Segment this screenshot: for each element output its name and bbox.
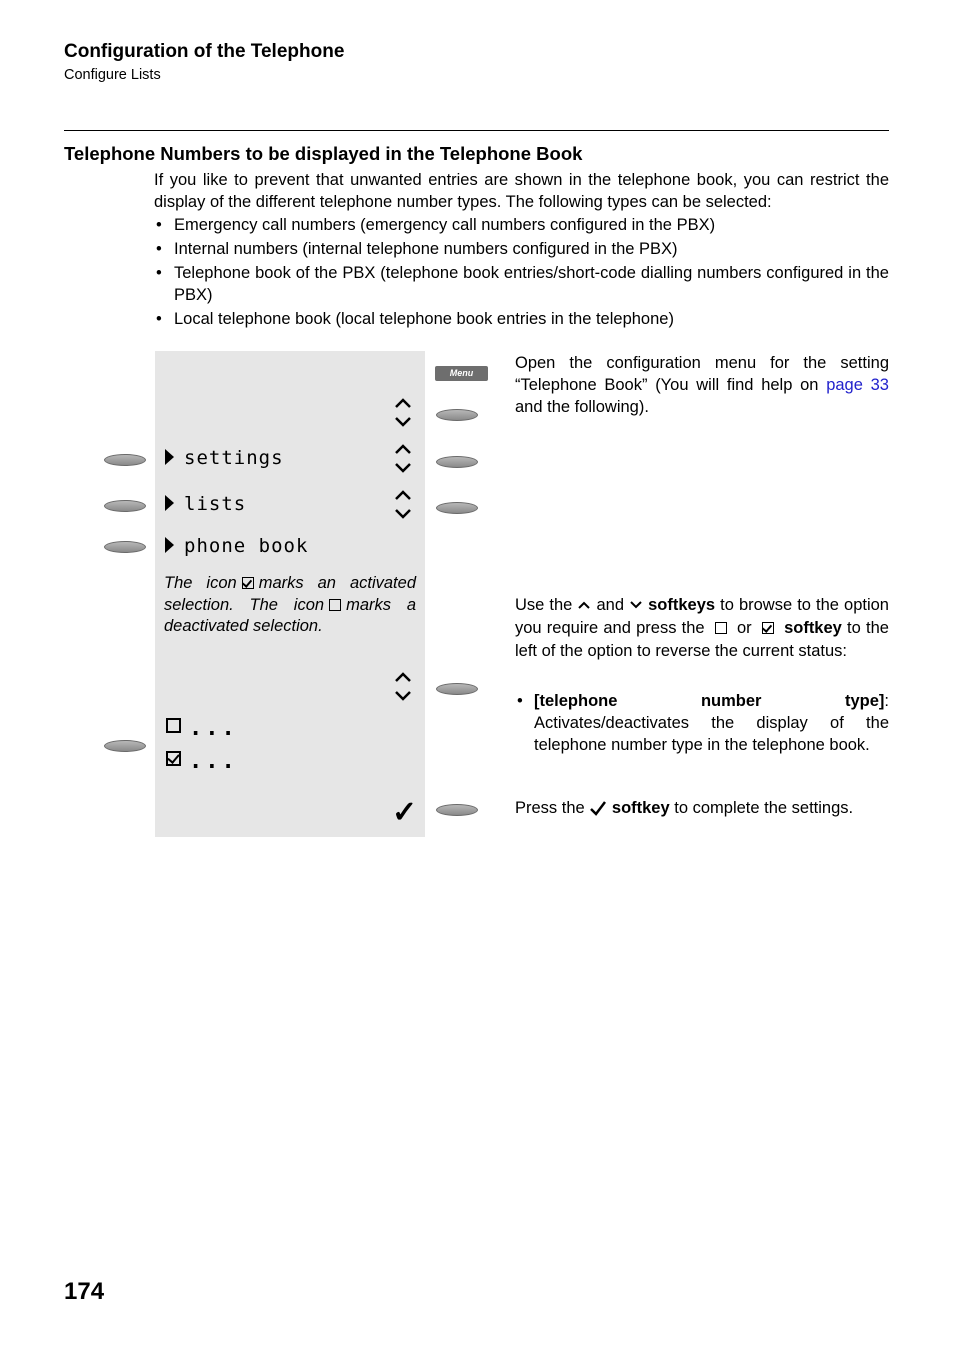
left-softkey[interactable] [104,541,146,553]
right-softkey[interactable] [436,683,478,695]
section-title: Telephone Numbers to be displayed in the Telephone Book [64,143,583,164]
step-browse-options [515,594,889,663]
menu-row-label: lists [184,493,247,515]
checkmark-icon [589,800,607,816]
header-divider [64,130,889,131]
note-text: marks an activated selection. [164,574,416,614]
menu-row-lists [165,493,246,515]
unchecked-box-icon [166,718,181,733]
step-text: : Activates/deactivates the display of the telephone number type in the telephone book. [534,692,889,754]
up-down-arrows-icon [393,396,415,430]
checkmark-icon: ✓ [392,796,418,829]
left-softkey[interactable] [104,500,146,512]
step-text: to the left of the option to reverse the current status: [515,619,889,660]
right-softkey[interactable] [436,804,478,816]
up-down-arrows-icon [393,442,415,476]
menu-key[interactable]: Menu [435,366,488,381]
step-text: and [596,596,624,614]
step-text-bold: softkey [784,619,842,637]
note-text: The icon [164,574,237,592]
left-softkey[interactable] [104,454,146,466]
list-item: • Emergency call numbers (emergency call numbers configured in the PBX) [154,214,889,236]
arrow-right-icon [165,537,174,553]
step-text: to browse to the option you require and press the [515,596,889,637]
intro-paragraph: If you like to prevent that unwanted entries are shown in the telephone book, you can restrict the display of the different telephone number types. The following types can be selected: [154,171,889,211]
checked-box-icon [166,751,181,766]
unchecked-box-icon [715,622,727,634]
list-item: • Telephone book of the PBX (telephone book entries/short-code dialling numbers configured in the PBX) [154,262,889,306]
option-ellipsis: ... [189,749,238,774]
step-open-menu [515,352,889,418]
note-text: The icon [249,595,325,614]
menu-row-label: settings [184,447,284,469]
icon-legend-note [164,573,416,638]
note-text: marks a deactivated selection. [164,595,416,635]
list-item: • Local telephone book (local telephone book entries in the telephone) [154,308,889,330]
chapter-title: Configuration of the Telephone [64,41,345,62]
unchecked-box-icon [329,599,341,611]
step-text: and the following). [515,398,649,416]
left-softkey[interactable] [104,740,146,752]
step-text: Use the [515,596,573,614]
menu-row-phone-book [165,535,308,557]
option-ellipsis: ... [189,716,238,741]
option-row-activated [166,749,238,774]
option-name: [telephone number type] [534,692,885,710]
step-text: or [736,619,752,637]
option-row-deactivated [166,716,238,741]
page-link[interactable]: page 33 [826,376,889,394]
chevron-up-icon [577,600,591,610]
step-bullet [515,690,889,756]
subchapter-title: Configure Lists [64,67,161,83]
up-down-arrows-icon [393,488,415,522]
arrow-right-icon [165,495,174,511]
step-confirm [515,797,889,819]
up-down-arrows-icon [393,670,415,704]
menu-row-settings [165,447,284,469]
step-text: Open the configuration menu for the setting “Telephone Book” (You will find help on [515,354,889,394]
right-softkey[interactable] [436,409,478,421]
checked-box-icon [242,577,254,589]
list-item: • Internal numbers (internal telephone numbers configured in the PBX) [154,238,889,260]
chevron-down-icon [629,600,643,610]
step-text-bold: softkey [611,799,670,817]
step-text: Press the [515,799,585,817]
arrow-right-icon [165,449,174,465]
checked-box-icon [762,622,774,634]
right-softkey[interactable] [436,456,478,468]
step-text: to complete the settings. [674,799,854,817]
step-text-bold: softkeys [648,596,716,614]
right-softkey[interactable] [436,502,478,514]
number-type-list [154,214,889,332]
page-number: 174 [64,1278,105,1305]
menu-row-label: phone book [184,535,309,557]
